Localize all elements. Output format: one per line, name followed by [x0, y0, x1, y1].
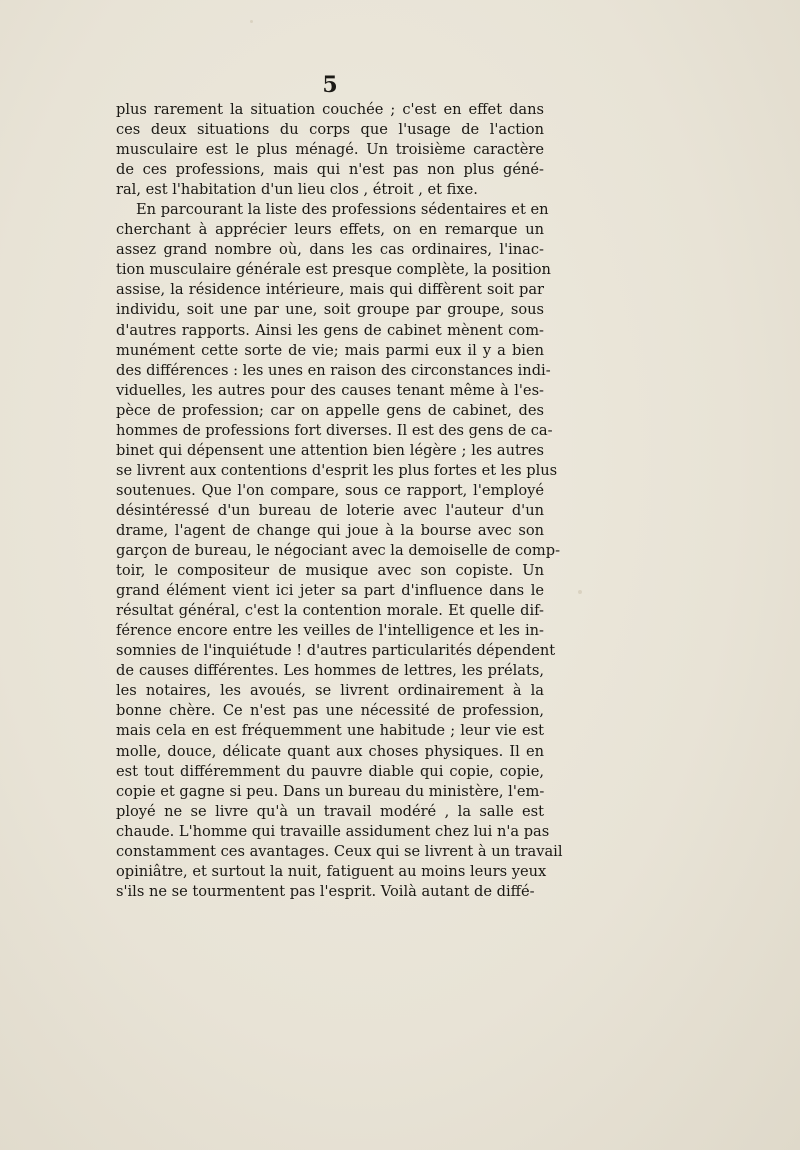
text-line: désintéressé d'un bureau de loterie avec l'auteur d'un: [116, 501, 544, 519]
text-line: ployé ne se livre qu'à un travail modéré , la salle est: [116, 802, 544, 820]
text-line: hommes de professions fort diverses. Il est des gens de ca-: [116, 421, 553, 439]
text-line: les notaires, les avoués, se livrent ordinairement à la: [116, 682, 544, 700]
paper-foxing-spot: [250, 20, 253, 23]
text-line: tion musculaire générale est presque complète, la position: [116, 261, 551, 279]
paper-foxing-spot: [578, 590, 582, 594]
text-line: munément cette sorte de vie; mais parmi eux il y a bien: [116, 341, 544, 359]
text-line: des différences : les unes en raison des circonstances indi-: [116, 361, 551, 379]
text-line: molle, douce, délicate quant aux choses physiques. Il en: [116, 742, 544, 760]
text-line: musculaire est le plus ménagé. Un troisième caractère: [116, 141, 544, 159]
text-line: opiniâtre, et surtout la nuit, fatiguent au moins leurs yeux: [116, 862, 547, 880]
text-line: constamment ces avantages. Ceux qui se livrent à un travail: [116, 842, 563, 860]
text-line: individu, soit une par une, soit groupe par groupe, sous: [116, 301, 544, 319]
text-line: somnies de l'inquiétude ! d'autres particularités dépendent: [116, 642, 556, 660]
text-line: pèce de profession; car on appelle gens de cabinet, des: [116, 401, 544, 419]
text-line: chaude. L'homme qui travaille assidument chez lui n'a pas: [116, 822, 550, 840]
text-line: est tout différemment du pauvre diable qui copie, copie,: [116, 762, 544, 780]
text-line: En parcourant la liste des professions sédentaires et en: [136, 201, 549, 219]
text-line: d'autres rapports. Ainsi les gens de cabinet mènent com-: [116, 321, 544, 339]
text-line: plus rarement la situation couchée ; c'est en effet dans: [116, 101, 544, 118]
text-line: drame, l'agent de change qui joue à la bourse avec son: [116, 521, 544, 539]
text-line: férence encore entre les veilles de l'intelligence et les in-: [116, 622, 544, 640]
text-line: de causes différentes. Les hommes de lettres, les prélats,: [116, 662, 544, 680]
text-line: de ces professions, mais qui n'est pas non plus géné-: [116, 161, 544, 179]
page-number: 5: [322, 72, 338, 98]
text-line: copie et gagne si peu. Dans un bureau du ministère, l'em-: [116, 782, 545, 800]
text-line: ces deux situations du corps que l'usage de l'action: [116, 121, 544, 139]
paragraph: [116, 200, 563, 902]
text-line: cherchant à apprécier leurs effets, on en remarque un: [116, 221, 544, 239]
text-line: viduelles, les autres pour des causes tenant même à l'es-: [116, 381, 544, 399]
text-line: binet qui dépensent une attention bien légère ; les autres: [116, 441, 544, 459]
text-line: résultat général, c'est la contention morale. Et quelle dif-: [116, 602, 544, 620]
text-line: soutenues. Que l'on compare, sous ce rapport, l'employé: [116, 481, 544, 499]
paragraph: [116, 100, 544, 200]
text-line: grand élément vient ici jeter sa part d'influence dans le: [116, 582, 544, 600]
text-line: se livrent aux contentions d'esprit les plus fortes et les plus: [116, 461, 558, 479]
text-line: toir, le compositeur de musique avec son copiste. Un: [116, 562, 544, 580]
text-line: bonne chère. Ce n'est pas une nécessité de profession,: [116, 702, 544, 720]
text-line: assez grand nombre où, dans les cas ordinaires, l'inac-: [116, 241, 544, 259]
text-line: assise, la résidence intérieure, mais qui diffèrent soit par: [116, 281, 544, 299]
text-line: mais cela en est fréquemment une habitude ; leur vie est: [116, 722, 544, 740]
text-line: s'ils ne se tourmentent pas l'esprit. Voilà autant de diffé-: [116, 882, 535, 900]
text-line: garçon de bureau, le négociant avec la demoiselle de comp-: [116, 542, 561, 560]
body-text: [116, 100, 563, 902]
text-line: ral, est l'habitation d'un lieu clos , étroit , et fixe.: [116, 181, 478, 199]
